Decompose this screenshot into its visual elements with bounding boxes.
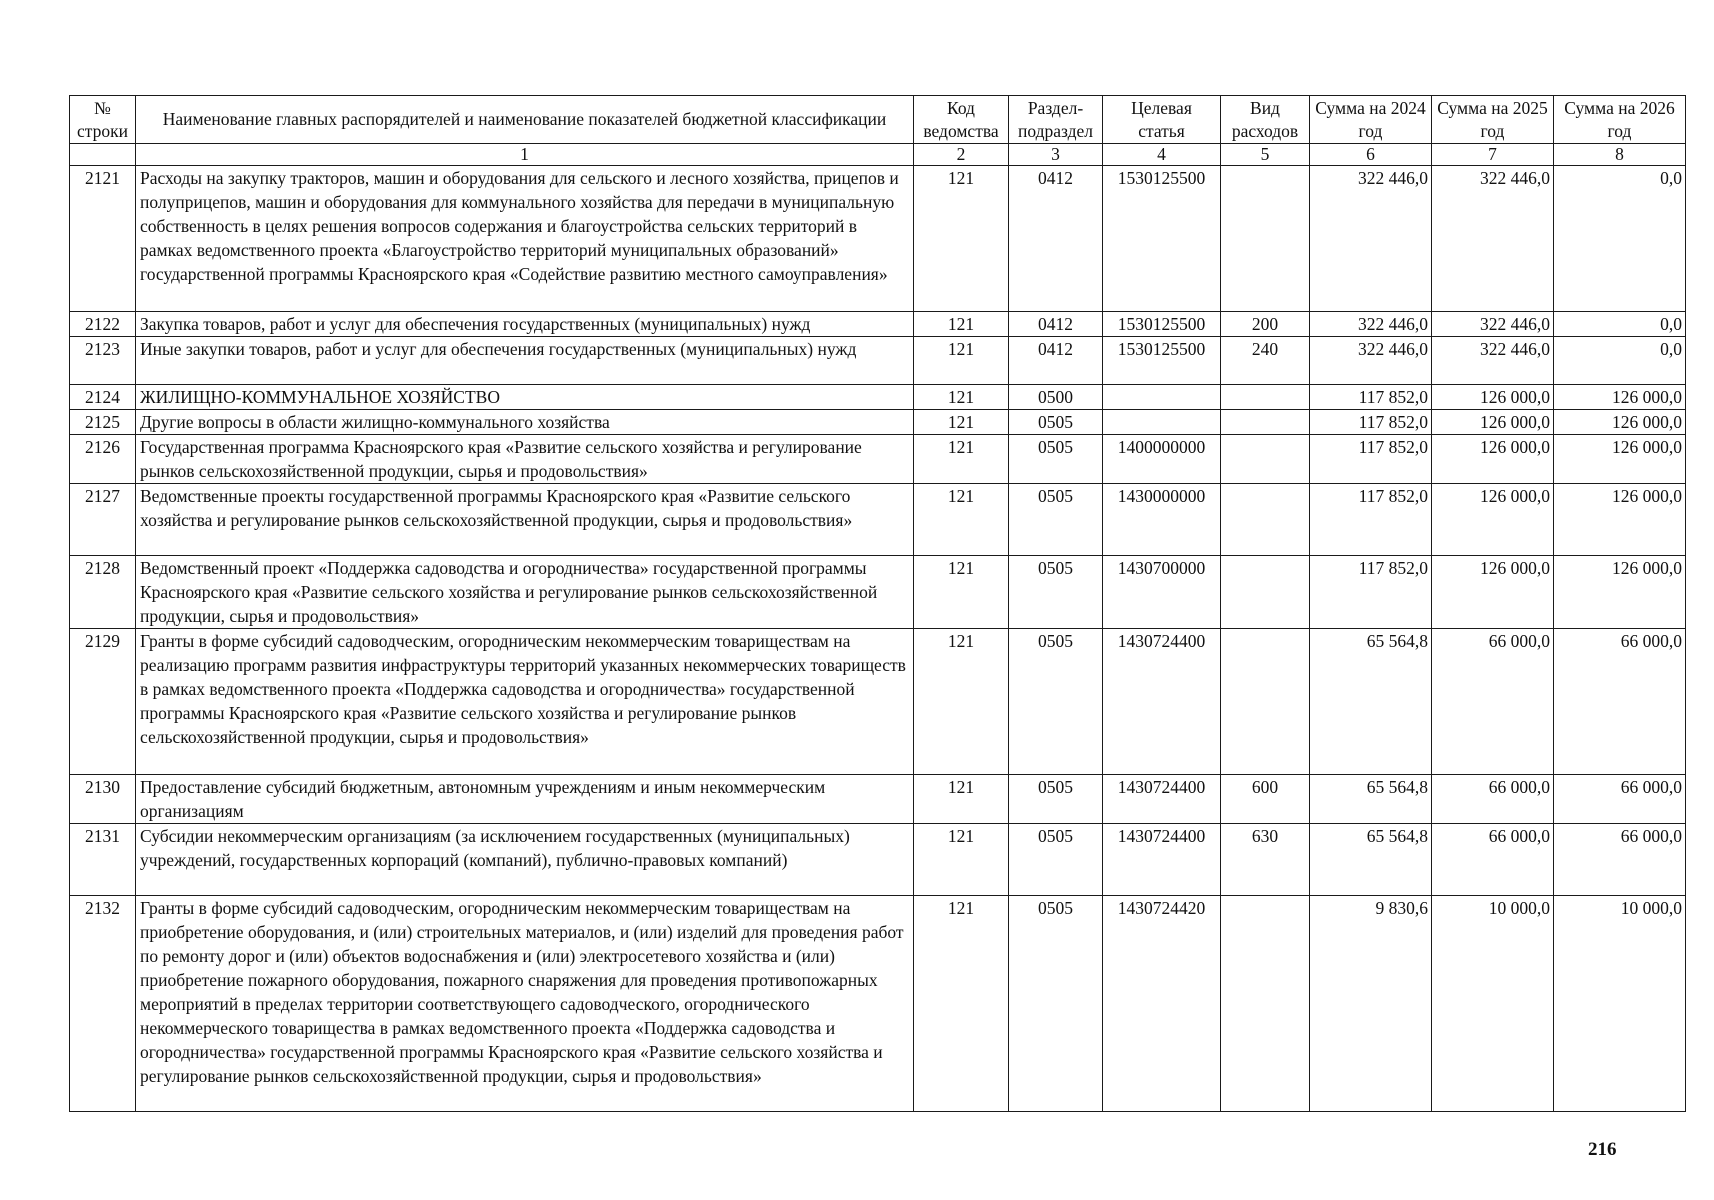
row-sum-2026: 66 000,0 — [1554, 629, 1686, 775]
row-sum-2026: 126 000,0 — [1554, 556, 1686, 629]
row-name: Закупка товаров, работ и услуг для обеспечения государственных (муниципальных) нужд — [136, 312, 914, 337]
row-name: Предоставление субсидий бюджетным, автономным учреждениям и иным некоммерческим организациям — [136, 775, 914, 824]
table-row — [70, 337, 1686, 385]
row-type — [1221, 410, 1310, 435]
row-type: 630 — [1221, 824, 1310, 896]
row-type — [1221, 385, 1310, 410]
row-target: 1400000000 — [1103, 435, 1221, 484]
row-number: 2131 — [70, 824, 136, 896]
row-target: 1530125500 — [1103, 337, 1221, 385]
table-row — [70, 312, 1686, 337]
row-code: 121 — [914, 775, 1009, 824]
row-number: 2123 — [70, 337, 136, 385]
header-sum-2025: Сумма на 2025 год — [1432, 96, 1554, 144]
row-code: 121 — [914, 410, 1009, 435]
row-sum-2024: 9 830,6 — [1310, 896, 1432, 1112]
row-sum-2025: 10 000,0 — [1432, 896, 1554, 1112]
header-type: Вид расходов — [1221, 96, 1310, 144]
row-sum-2025: 126 000,0 — [1432, 410, 1554, 435]
row-section: 0505 — [1009, 824, 1103, 896]
row-sum-2026: 0,0 — [1554, 337, 1686, 385]
row-target: 1430724400 — [1103, 824, 1221, 896]
column-number: 7 — [1432, 144, 1554, 166]
row-sum-2024: 322 446,0 — [1310, 166, 1432, 312]
row-number: 2121 — [70, 166, 136, 312]
column-number-row — [70, 144, 1686, 166]
row-sum-2026: 126 000,0 — [1554, 435, 1686, 484]
row-section: 0505 — [1009, 484, 1103, 556]
row-name: Расходы на закупку тракторов, машин и оборудования для сельского и лесного хозяйства, прицепов и полуприцепов, машин и оборудования для коммунального хозяйства для передачи в муниципальную собственность в целях решения вопросов содержания и благоустройства сельских территорий в рамках ведомственного проекта «Благоустройство территорий муниципальных образований» государственной программы Красноярского края «Содействие развитию местного самоуправления» — [136, 166, 914, 312]
row-number: 2122 — [70, 312, 136, 337]
row-target: 1430724400 — [1103, 775, 1221, 824]
row-sum-2026: 66 000,0 — [1554, 824, 1686, 896]
row-target: 1430000000 — [1103, 484, 1221, 556]
column-number-empty — [70, 144, 136, 166]
row-sum-2024: 117 852,0 — [1310, 484, 1432, 556]
column-number: 2 — [914, 144, 1009, 166]
header-row-num: № строки — [70, 96, 136, 144]
row-name: Ведомственные проекты государственной программы Красноярского края «Развитие сельского хозяйства и регулирование рынков сельскохозяйственной продукции, сырья и продовольствия» — [136, 484, 914, 556]
row-name: Ведомственный проект «Поддержка садоводства и огородничества» государственной программы Красноярского края «Развитие сельского хозяйства и регулирование рынков сельскохозяйственной продукции, сырья и продовольствия» — [136, 556, 914, 629]
row-type — [1221, 896, 1310, 1112]
header-target: Целевая статья — [1103, 96, 1221, 144]
row-code: 121 — [914, 385, 1009, 410]
row-number: 2130 — [70, 775, 136, 824]
row-sum-2026: 66 000,0 — [1554, 775, 1686, 824]
row-sum-2025: 66 000,0 — [1432, 775, 1554, 824]
row-name: ЖИЛИЩНО-КОММУНАЛЬНОЕ ХОЗЯЙСТВО — [136, 385, 914, 410]
table-row — [70, 775, 1686, 824]
column-number: 4 — [1103, 144, 1221, 166]
row-number: 2128 — [70, 556, 136, 629]
row-type — [1221, 484, 1310, 556]
row-target: 1430700000 — [1103, 556, 1221, 629]
row-target — [1103, 410, 1221, 435]
row-sum-2026: 10 000,0 — [1554, 896, 1686, 1112]
row-number: 2127 — [70, 484, 136, 556]
row-code: 121 — [914, 824, 1009, 896]
row-section: 0505 — [1009, 775, 1103, 824]
column-number: 6 — [1310, 144, 1432, 166]
row-target: 1430724420 — [1103, 896, 1221, 1112]
row-sum-2026: 0,0 — [1554, 312, 1686, 337]
row-number: 2129 — [70, 629, 136, 775]
table-row — [70, 385, 1686, 410]
page-number: 216 — [1588, 1139, 1617, 1160]
table-row — [70, 410, 1686, 435]
row-target — [1103, 385, 1221, 410]
row-section: 0505 — [1009, 410, 1103, 435]
column-number: 8 — [1554, 144, 1686, 166]
row-code: 121 — [914, 556, 1009, 629]
row-sum-2025: 66 000,0 — [1432, 824, 1554, 896]
row-code: 121 — [914, 896, 1009, 1112]
row-number: 2132 — [70, 896, 136, 1112]
row-section: 0505 — [1009, 896, 1103, 1112]
row-name: Другие вопросы в области жилищно-коммунального хозяйства — [136, 410, 914, 435]
row-sum-2025: 66 000,0 — [1432, 629, 1554, 775]
row-sum-2025: 126 000,0 — [1432, 484, 1554, 556]
table-row — [70, 484, 1686, 556]
row-section: 0412 — [1009, 166, 1103, 312]
row-sum-2024: 117 852,0 — [1310, 435, 1432, 484]
row-name: Иные закупки товаров, работ и услуг для обеспечения государственных (муниципальных) нужд — [136, 337, 914, 385]
row-type: 200 — [1221, 312, 1310, 337]
header-sum-2026: Сумма на 2026 год — [1554, 96, 1686, 144]
row-sum-2024: 117 852,0 — [1310, 385, 1432, 410]
table-row — [70, 896, 1686, 1112]
row-code: 121 — [914, 629, 1009, 775]
row-sum-2026: 126 000,0 — [1554, 484, 1686, 556]
row-sum-2024: 322 446,0 — [1310, 337, 1432, 385]
table-row — [70, 629, 1686, 775]
row-sum-2024: 117 852,0 — [1310, 410, 1432, 435]
row-sum-2024: 65 564,8 — [1310, 775, 1432, 824]
row-code: 121 — [914, 312, 1009, 337]
column-number: 3 — [1009, 144, 1103, 166]
row-section: 0500 — [1009, 385, 1103, 410]
row-sum-2025: 126 000,0 — [1432, 556, 1554, 629]
header-sum-2024: Сумма на 2024 год — [1310, 96, 1432, 144]
row-sum-2024: 65 564,8 — [1310, 629, 1432, 775]
table-row — [70, 435, 1686, 484]
table-row — [70, 556, 1686, 629]
row-sum-2024: 65 564,8 — [1310, 824, 1432, 896]
row-target: 1530125500 — [1103, 312, 1221, 337]
row-target: 1530125500 — [1103, 166, 1221, 312]
budget-table — [69, 95, 1686, 1112]
row-code: 121 — [914, 484, 1009, 556]
row-section: 0412 — [1009, 312, 1103, 337]
row-name: Субсидии некоммерческим организациям (за исключением государственных (муниципальных) учреждений, государственных корпораций (компаний), публично-правовых компаний) — [136, 824, 914, 896]
row-sum-2026: 126 000,0 — [1554, 410, 1686, 435]
row-number: 2126 — [70, 435, 136, 484]
column-number: 5 — [1221, 144, 1310, 166]
header-code: Код ведомства — [914, 96, 1009, 144]
row-code: 121 — [914, 435, 1009, 484]
row-target: 1430724400 — [1103, 629, 1221, 775]
row-code: 121 — [914, 166, 1009, 312]
row-number: 2124 — [70, 385, 136, 410]
row-sum-2025: 126 000,0 — [1432, 435, 1554, 484]
row-sum-2025: 322 446,0 — [1432, 312, 1554, 337]
table-row — [70, 824, 1686, 896]
table-row — [70, 166, 1686, 312]
row-sum-2026: 126 000,0 — [1554, 385, 1686, 410]
row-sum-2024: 322 446,0 — [1310, 312, 1432, 337]
row-sum-2025: 322 446,0 — [1432, 166, 1554, 312]
row-name: Гранты в форме субсидий садоводческим, огородническим некоммерческим товариществам на реализацию программ развития инфраструктуры территорий указанных некоммерческих товариществ в рамках ведомственного проекта «Поддержка садоводства и огородничества» государственной программы Красноярского края «Развитие сельского хозяйства и регулирование рынков сельскохозяйственной продукции, сырья и продовольствия» — [136, 629, 914, 775]
row-section: 0505 — [1009, 556, 1103, 629]
row-name: Государственная программа Красноярского края «Развитие сельского хозяйства и регулирование рынков сельскохозяйственной продукции, сырья и продовольствия» — [136, 435, 914, 484]
row-sum-2024: 117 852,0 — [1310, 556, 1432, 629]
header-section: Раздел-подраздел — [1009, 96, 1103, 144]
row-section: 0412 — [1009, 337, 1103, 385]
row-type — [1221, 435, 1310, 484]
row-section: 0505 — [1009, 629, 1103, 775]
row-type — [1221, 166, 1310, 312]
row-code: 121 — [914, 337, 1009, 385]
row-sum-2026: 0,0 — [1554, 166, 1686, 312]
row-sum-2025: 126 000,0 — [1432, 385, 1554, 410]
header-name: Наименование главных распорядителей и наименование показателей бюджетной классификации — [136, 96, 914, 144]
row-section: 0505 — [1009, 435, 1103, 484]
row-type — [1221, 556, 1310, 629]
row-sum-2025: 322 446,0 — [1432, 337, 1554, 385]
column-number: 1 — [136, 144, 914, 166]
row-number: 2125 — [70, 410, 136, 435]
row-type: 240 — [1221, 337, 1310, 385]
row-name: Гранты в форме субсидий садоводческим, огородническим некоммерческим товариществам на приобретение оборудования, и (или) строительных материалов, и (или) изделий для проведения работ по ремонту дорог и (или) объектов водоснабжения и (или) электросетевого хозяйства и (или) приобретение пожарного оборудования, пожарного снаряжения для проведения противопожарных мероприятий в пределах территории соответствующего садоводческого, огороднического некоммерческого товарищества в рамках ведомственного проекта «Поддержка садоводства и огородничества» государственной программы Красноярского края «Развитие сельского хозяйства и регулирование рынков сельскохозяйственной продукции, сырья и продовольствия» — [136, 896, 914, 1112]
row-type — [1221, 629, 1310, 775]
row-type: 600 — [1221, 775, 1310, 824]
header-row — [70, 96, 1686, 144]
